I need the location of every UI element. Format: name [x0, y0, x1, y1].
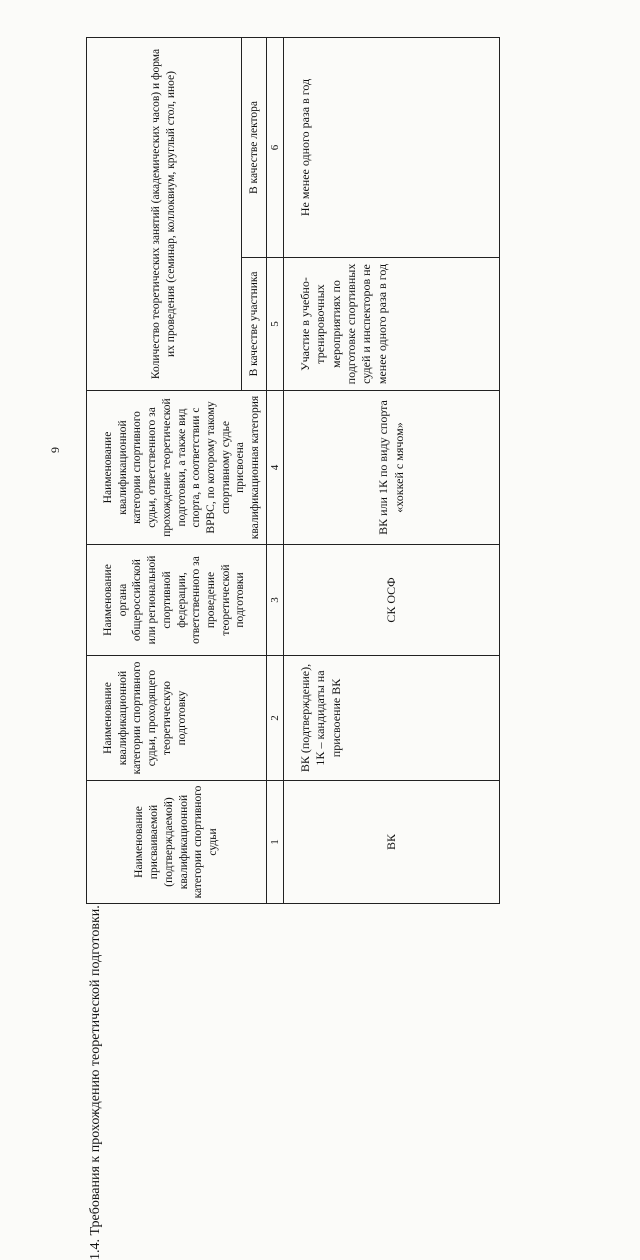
section-heading: 1.4. Требования к прохождению теоретической подготовки. [88, 905, 103, 1260]
requirements-table-wrapper [86, 38, 500, 904]
header-cell-assigned-category: Наименование присваиваемой (подтверждаемой) квалификационной категории спортивного судьи [87, 781, 267, 904]
row-cell-participant: Участие в учебно-тренировочных мероприятиях по подготовке спортивных судей и инспекторов не менее одного раза в год [284, 258, 500, 391]
column-number-4: 4 [267, 391, 284, 545]
column-number-2: 2 [267, 656, 284, 781]
header-cell-lessons-group: Количество теоретических занятий (академических часов) и форма их проведения (семинар, коллоквиум, круглый стол, иное) [87, 37, 242, 390]
requirements-table [86, 37, 500, 904]
column-number-3: 3 [267, 545, 284, 656]
row-cell-trainee-category: ВК (подтверждение), 1К – кандидаты на присвоение ВК [284, 656, 500, 781]
row-cell-responsible-referee: ВК или 1К по виду спорта «хоккей с мячом» [284, 391, 500, 545]
column-number-1: 1 [267, 781, 284, 904]
header-cell-participant: В качестве участника [242, 258, 267, 391]
header-cell-lecturer: В качестве лектора [242, 37, 267, 257]
page-number: 9 [48, 447, 62, 453]
header-cell-responsible-body: Наименование органа общероссийской или региональной спортивной федерации, ответственного за проведение теоретической подготовки [87, 545, 267, 656]
row-cell-assigned-category: ВК [284, 781, 500, 904]
header-cell-trainee-category: Наименование квалификационной категории спортивного судьи, проходящего теоретическую подготовку [87, 656, 267, 781]
column-number-5: 5 [267, 258, 284, 391]
row-cell-lecturer: Не менее одного раза в год [284, 37, 500, 257]
header-cell-responsible-referee: Наименование квалификационной категории спортивного судьи, ответственного за прохождение теоретической подготовки, а также вид спорта, в соответствии с ВРВС, по которому такому спортивному судье присвоена квалификационная категория [87, 391, 267, 545]
column-number-6: 6 [267, 37, 284, 257]
row-cell-responsible-body: СК ОСФ [284, 545, 500, 656]
